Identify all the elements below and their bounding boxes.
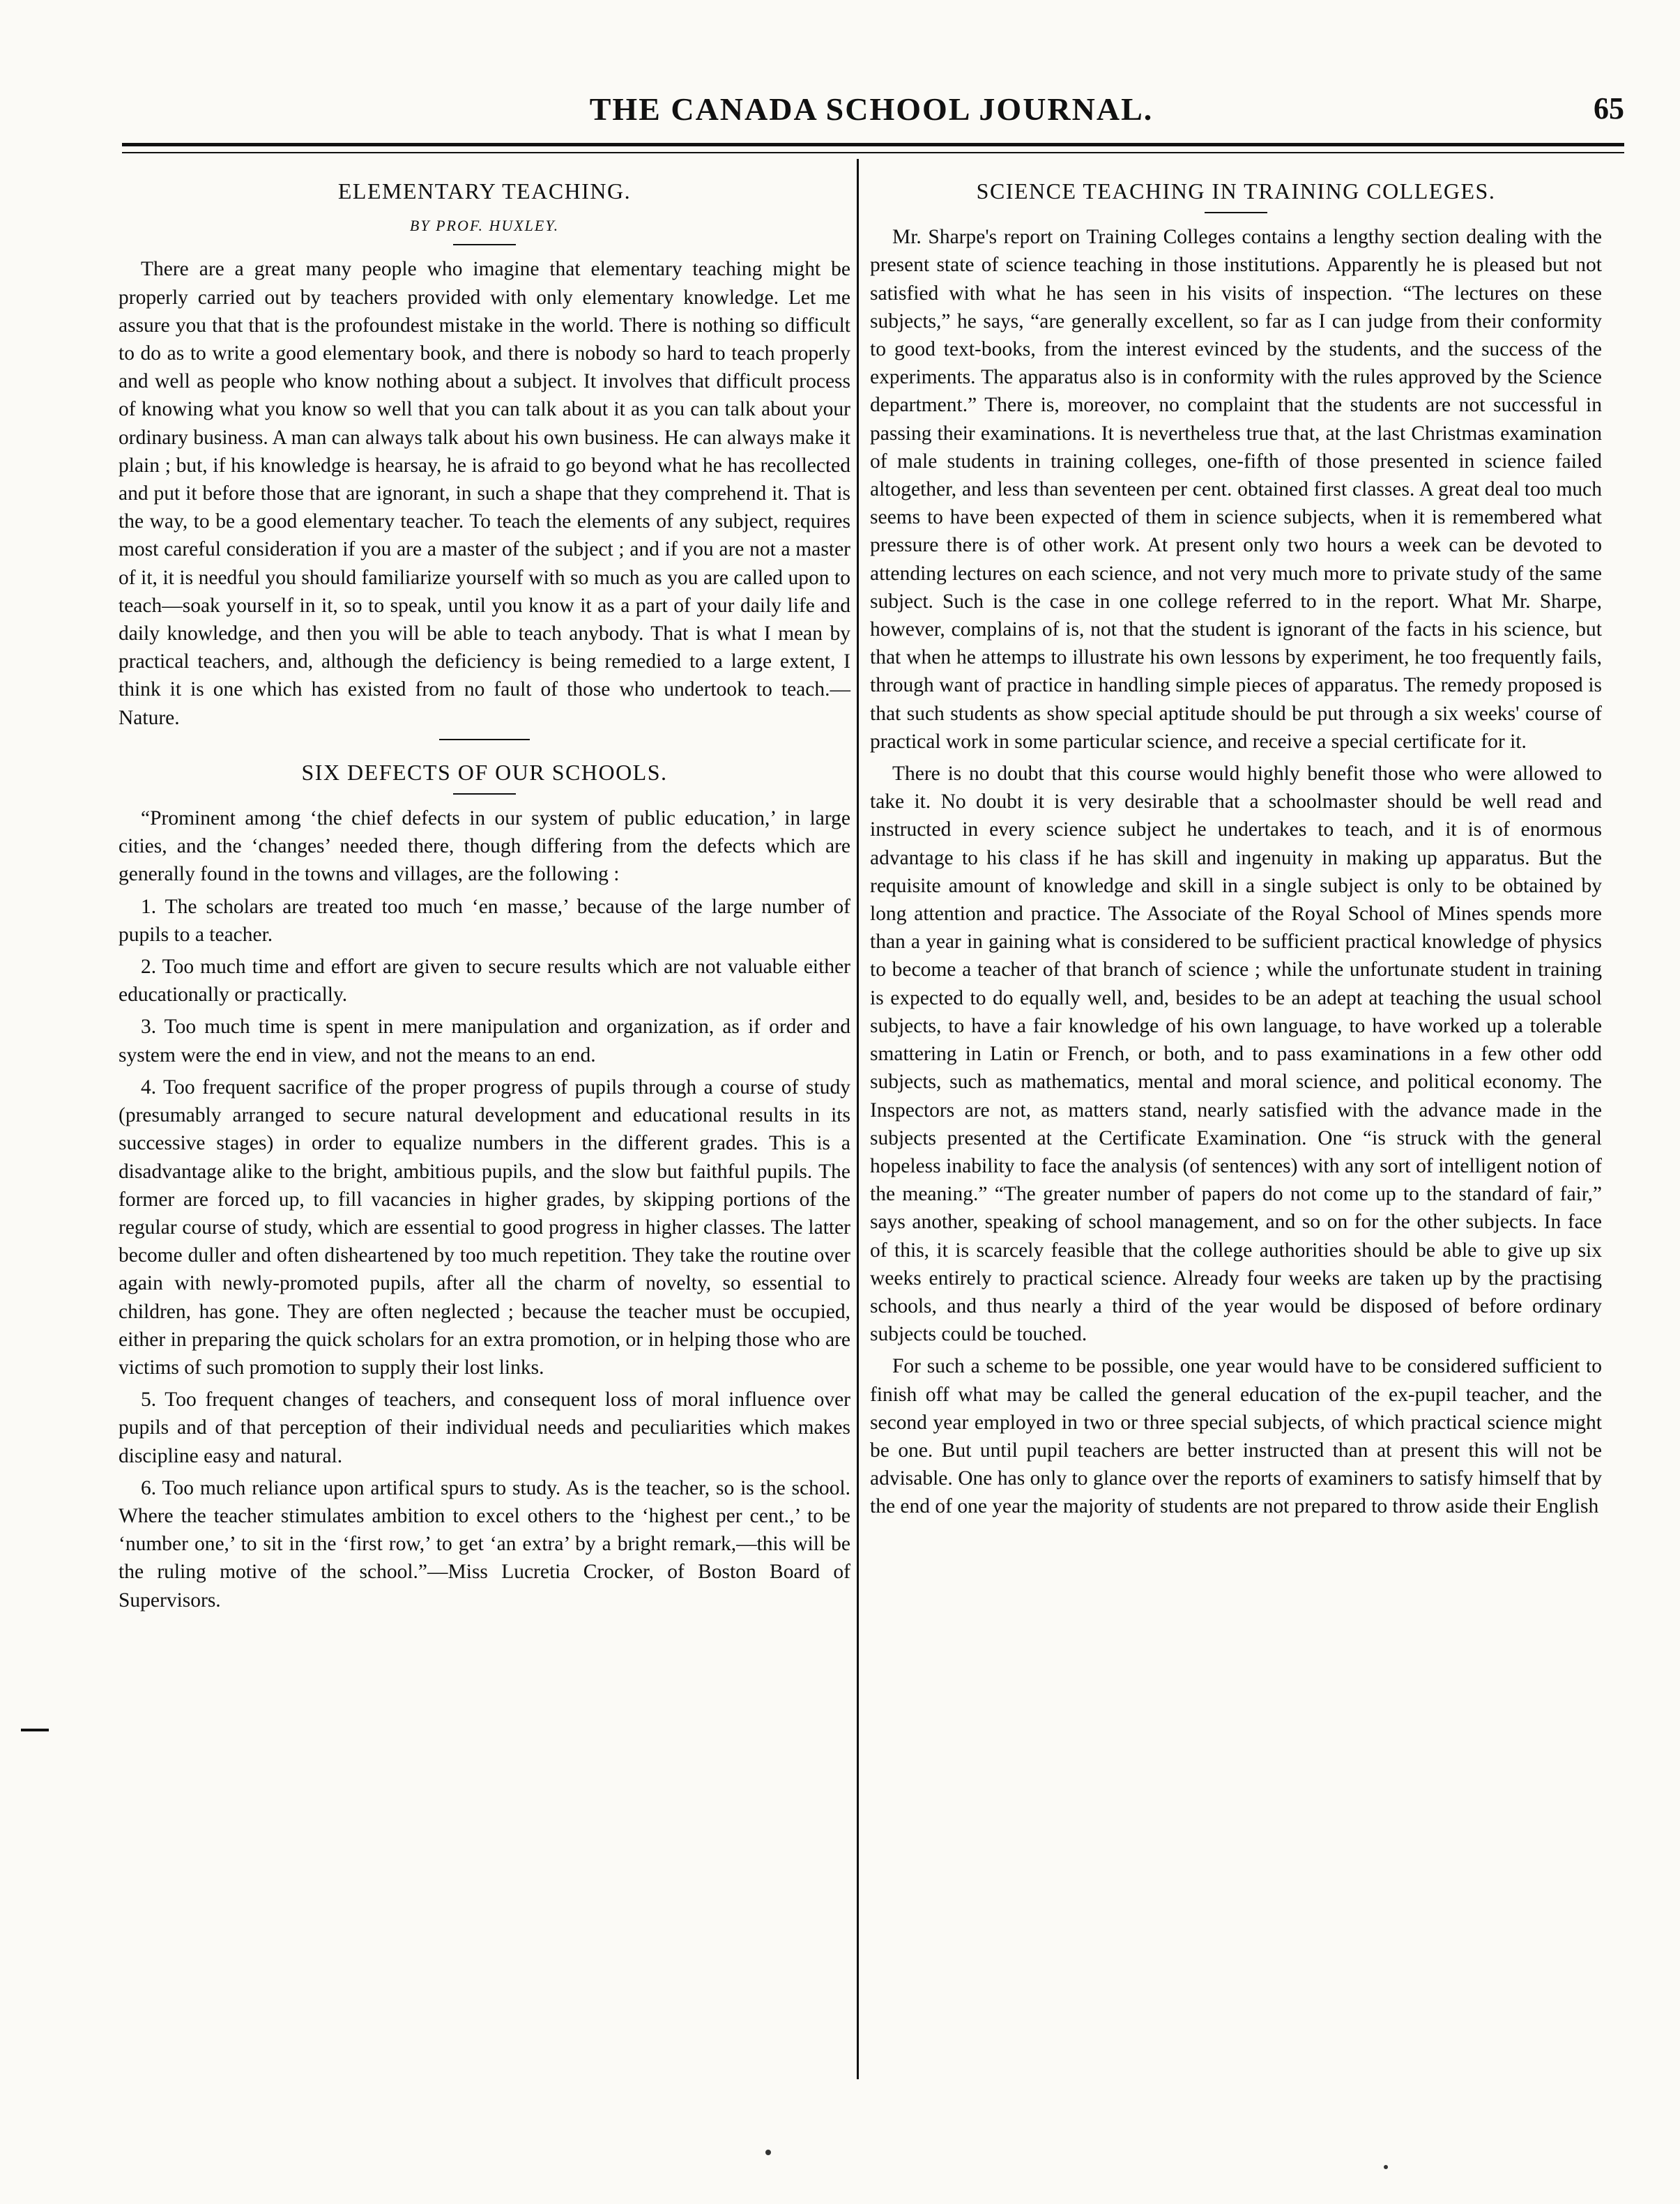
ink-speck xyxy=(1384,2165,1388,2169)
header-rule-thick xyxy=(122,143,1624,146)
article-six-defects xyxy=(119,758,850,1614)
defect-item-4: 4. Too frequent sacrifice of the proper progress of pupils through a course of study (presumably arranged to secure natural development and educational results in its successive stages) in order to equalize numbers in the different grades. This is a disadvantage alike to the bright, ambitious pupils, and the slow but faithful pupils. The former are forced up, to fill vacancies in higher grades, by skipping portions of the regular course of study, which are essential to good progress in higher classes. The latter become duller and often disheartened by too much repetition. They take the routine over again with newly-promoted pupils, after all the charm of novelty, so essential to children, has gone. They are often neglected ; because the teacher must be occupied, either in preparing the quick scholars for an extra promotion, or in helping those who are victims of such promotion to supply their lost links. xyxy=(119,1076,850,1379)
defect-item-6: 6. Too much reliance upon artifical spurs to study. As is the teacher, so is the school. Where the teacher stimulates ambition to excel others to the ‘highest per cent.,’ to be ‘number one,’ to sit in the ‘first row,’ to get ‘an extra’ by a bright remark,—this will be the ruling motive of the school.”—Miss Lucretia Crocker, of Boston Board of Supervisors. xyxy=(119,1476,850,1612)
article-science-teaching xyxy=(870,177,1602,1521)
defect-item-3: 3. Too much time is spent in mere manipulation and organization, as if order and system were the end in view, and not the means to an end. xyxy=(119,1016,850,1066)
title-rule xyxy=(1205,212,1267,213)
article-paragraph-1: Mr. Sharpe's report on Training Colleges contains a lengthy section dealing with the present state of science teaching in those institutions. Apparently he is pleased but not satisfied with what he has seen in his visits of inspection. “The lectures on these subjects,” he says, “are generally excellent, so far as I can judge from their conformity to good text-books, from the interest evinced by the students, and the success of the experiments. The apparatus also is in conformity with the rules approved by the Science department.” There is, moreover, no complaint that the students are not successful in passing their examinations. It is nevertheless true that, at the last Christmas examination of male students in training colleges, one-fifth of those presented in science failed altogether, and less than seventeen per cent. obtained first classes. A great deal too much seems to have been expected of them in science subjects, when it is remembered what pressure there is of other work. At present only two hours a week can be devoted to attending lectures on each science, and not very much more to private study of the same subject. Such is the case in one college referred to in the report. What Mr. Sharpe, however, complains of is, not that the student is ignorant of the facts in his science, but that when he attemps to illustrate his own lessons by experiment, he too frequently fails, through want of practice in handling simple pieces of apparatus. The remedy proposed is that such students as show special aptitude should be put through a six weeks' course of practical work in some particular science, and receive a special certificate for it. xyxy=(870,226,1602,753)
journal-title: THE CANADA SCHOOL JOURNAL. xyxy=(589,91,1154,127)
title-rule xyxy=(453,793,516,795)
article-title: SCIENCE TEACHING IN TRAINING COLLEGES. xyxy=(976,178,1496,204)
article-title: ELEMENTARY TEACHING. xyxy=(337,178,632,204)
article-byline: BY PROF. HUXLEY. xyxy=(409,217,560,235)
right-column xyxy=(870,164,1602,1525)
article-intro: “Prominent among ‘the chief defects in our system of public education,’ in large cities, and the ‘changes’ needed there, though differing from the defects which are generally found in the towns and villages, are the following : xyxy=(119,807,850,886)
article-elementary-teaching xyxy=(119,177,850,740)
ink-speck xyxy=(765,2150,771,2155)
title-rule xyxy=(453,244,516,245)
defect-item-5: 5. Too frequent changes of teachers, and consequent loss of moral influence over pupils and of that perception of their individual needs and peculiarities which makes discipline easy and natural. xyxy=(119,1388,850,1467)
header-rule-thin xyxy=(122,152,1624,153)
page-number: 65 xyxy=(1594,91,1624,125)
article-end-rule xyxy=(439,739,530,740)
article-paragraph: There are a great many people who imagine that elementary teaching might be properly carried out by teachers provided with only elementary knowledge. Let me assure you that that is the profoundest mistake in the world. There is nothing so difficult to do as to write a good elementary book, and there is nobody so hard to teach properly and well as people who know nothing about a subject. It involves that difficult process of knowing what you know so well that you can talk about it as you can talk about your ordinary business. A man can always talk about his own business. He can always make it plain ; but, if his knowledge is hearsay, he is afraid to go beyond what he has recollected and put it before those that are ignorant, in such a shape that they comprehend it. That is the way, to be a good elementary teacher. To teach the elements of any subject, requires most careful consideration if you are a master of the subject ; and if you are not a master of it, it is needful you should familiarize yourself with so much as you are called upon to teach—soak yourself in it, so to speak, until you know it as a part of your daily life and daily knowledge, and then you will be able to teach anybody. That is what I mean by practical teachers, and, although the deficiency is being remedied to a large extent, I think it is one which has existed from no fault of those who undertook to teach.—Nature. xyxy=(119,258,850,729)
margin-mark xyxy=(21,1729,49,1731)
left-column xyxy=(119,164,850,1618)
article-paragraph-3: For such a scheme to be possible, one year would have to be considered sufficient to finish off what may be called the general education of the ex-pupil teacher, and the second year employed in two or three special subjects, of which practical science might be one. But until pupil teachers are better instructed than at present this will not be advisable. One has only to glance over the reports of examiners to satisfy himself that by the end of one year the majority of students are not prepared to throw aside their English xyxy=(870,1355,1602,1518)
page-header xyxy=(119,91,1624,132)
column-divider xyxy=(857,159,859,2079)
defect-item-2: 2. Too much time and effort are given to secure results which are not valuable either educationally or practically. xyxy=(119,956,850,1007)
article-paragraph-2: There is no doubt that this course would highly benefit those who were allowed to take it. No doubt it is very desirable that a schoolmaster should be well read and instructed in every science subject he undertakes to teach, and it is of enormous advantage to his class if he has skill and ingenuity in making up apparatus. But the requisite amount of knowledge and skill in a single subject is only to be obtained by long attention and practice. The Associate of the Royal School of Mines spends more than a year in gaining what is considered to be sufficient practical knowledge of physics to become a teacher of that branch of science ; while the unfortunate student in training is expected to do equally well, and, besides to be an adept at teaching the usual school subjects, to have a fair knowledge of his own language, to have worked up a tolerable smattering in Latin or French, or both, and to pass examinations in a few other odd subjects, such as mathematics, mental and moral science, and political economy. The Inspectors are not, as matters stand, nearly satisfied with the advance made in the subjects presented at the Certificate Examination. One “is struck with the general hopeless inability to face the analysis (of sentences) with any sort of intelligent notion of the meaning.” “The greater number of papers do not come up to the standard of fair,” says another, speaking of school management, and so on for the other subjects. In face of this, it is scarcely feasible that the college authorities should be able to give up six weeks entirely to practical science. Already four weeks are taken up by the practising schools, and thus nearly a third of the year would be disposed of before ordinary subjects could be touched. xyxy=(870,763,1602,1346)
defect-item-1: 1. The scholars are treated too much ‘en masse,’ because of the large number of pupils to a teacher. xyxy=(119,895,850,946)
article-title: SIX DEFECTS OF OUR SCHOOLS. xyxy=(301,759,668,785)
